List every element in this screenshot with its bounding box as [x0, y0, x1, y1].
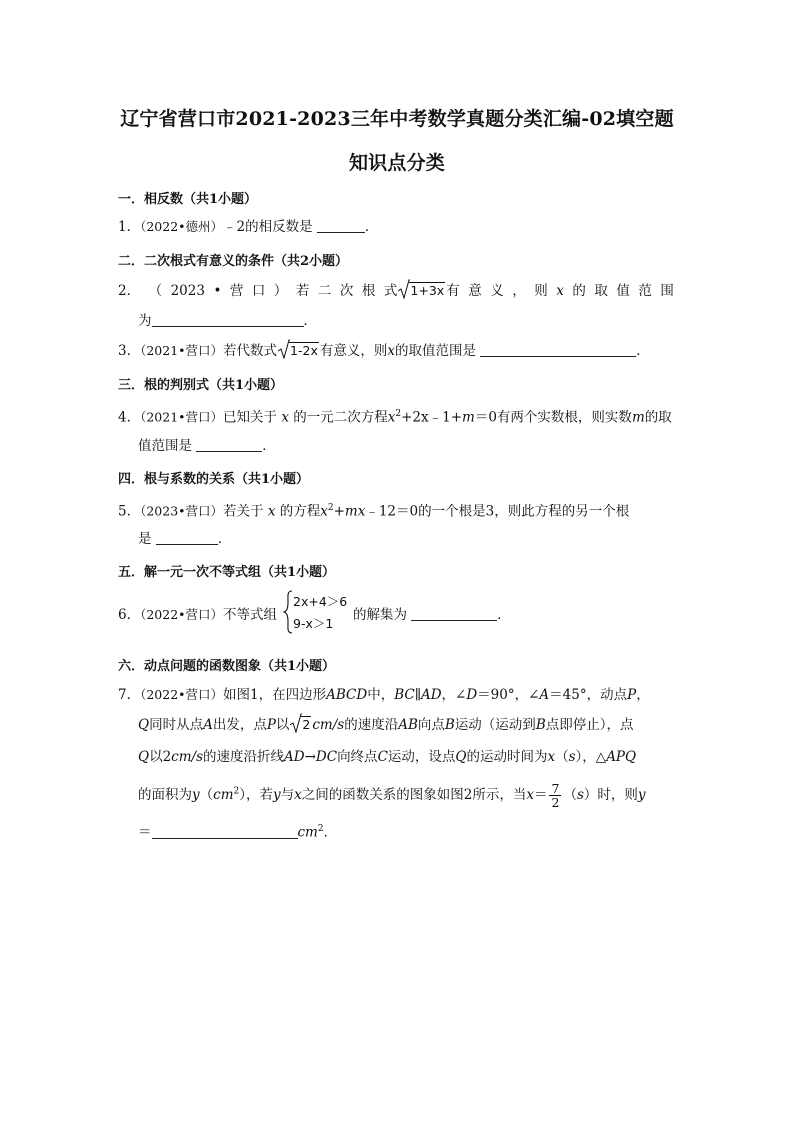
question-text: ﹣2的相反数是 — [223, 219, 313, 235]
inequality-row-2: 9-x＞1 — [293, 616, 334, 631]
question-number: 1． — [118, 219, 141, 235]
section-heading-6: 六．动点问题的函数图象（共1小题） — [118, 659, 336, 674]
question-4: 4．（2021•营口）已知关于 x 的一元二次方程$x^2+2x﹣1+m=0$有两个实数根，则实数m的取 — [118, 409, 672, 426]
fraction: $\frac{7}{2}$ — [551, 781, 560, 810]
section-heading-2: 二．二次根式有意义的条件（共2小题） — [118, 254, 349, 269]
question-7-line-1: 7．（2022•营口）如图1，在四边形ABCD中，BC∥AD，∠D＝90°，∠A＝45°，动点P， — [118, 687, 650, 703]
section-heading-4: 四．根与系数的关系（共1小题） — [118, 472, 310, 487]
question-3: 3．（2021•营口）若代数式 1-2x 有意义，则x的取值范围是 ． — [118, 342, 650, 360]
inequality-system — [283, 590, 353, 634]
question-2-line-2: 为 ． — [138, 313, 317, 329]
question-4-line-2: 值范围是 ． — [138, 438, 276, 454]
question-7-line-4: 的面积为$y(cm^2)$，若y与x之间的函数关系的图象如图2所示，当x＝ $\frac{7}{2}$ （s）时，则y — [138, 781, 646, 810]
question-6: 6．（2022•营口）不等式组 — [118, 607, 278, 623]
document-title: 辽宁省营口市2021-2023三年中考数学真题分类汇编-02填空题 — [120, 108, 674, 130]
answer-blank[interactable] — [152, 824, 298, 839]
sqrt-expression: 2 — [290, 716, 311, 734]
question-7-line-3: Q以2cm/s的速度沿折线AD→DC向终点C运动，设点Q的运动时间为x（s），△APQ — [138, 749, 637, 765]
question-source: （2021•营口） — [140, 343, 224, 358]
sqrt-expression: 1-2x — [278, 342, 319, 360]
document-subtitle: 知识点分类 — [348, 152, 445, 174]
question-source: （2021•营口） — [140, 409, 224, 425]
question-7-line-5: ＝ $cm^2$． — [138, 824, 338, 841]
question-6-tail: 的解集为 ． — [353, 607, 511, 623]
inequality-row-1: 2x+4＞6 — [293, 594, 348, 609]
answer-blank[interactable] — [152, 312, 304, 327]
question-2-line-1: 2． （ 2023 • 营 口 ） 若 二 次 根 式 1+3x 有 意 义 ， 则 x 的 取 值 范 围 — [118, 282, 674, 300]
question-source: （2022•营口） — [140, 607, 224, 622]
question-5-line-2: 是 ． — [138, 531, 232, 547]
answer-blank[interactable] — [480, 342, 636, 357]
answer-blank[interactable] — [411, 606, 497, 621]
section-heading-1: 一．相反数（共1小题） — [118, 192, 258, 207]
question-source: （2022•营口） — [140, 687, 224, 702]
question-2 — [118, 282, 674, 300]
left-brace-icon — [283, 590, 293, 634]
question-source: （2022•德州） — [140, 219, 224, 234]
answer-blank[interactable] — [156, 530, 218, 545]
question-7-line-2: Q同时从点A出发，点P以 2 cm/s的速度沿AB向点B运动（运动到B点即停止），点 — [138, 716, 633, 734]
question-1: 1．（2022•德州）﹣2的相反数是 ． — [118, 219, 379, 235]
section-heading-3: 三．根的判别式（共1小题） — [118, 378, 284, 393]
sqrt-expression: 1+3x — [398, 282, 445, 300]
question-5: 5．（2023•营口）若关于 x 的方程$x^2+mx﹣12=0$的一个根是3，则此方程的另一个根 — [118, 503, 630, 520]
question-source: （2023•营口） — [140, 503, 224, 519]
section-heading-5: 五．解一元一次不等式组（共1小题） — [118, 565, 336, 580]
answer-blank[interactable] — [196, 437, 262, 452]
answer-blank[interactable] — [317, 218, 365, 233]
